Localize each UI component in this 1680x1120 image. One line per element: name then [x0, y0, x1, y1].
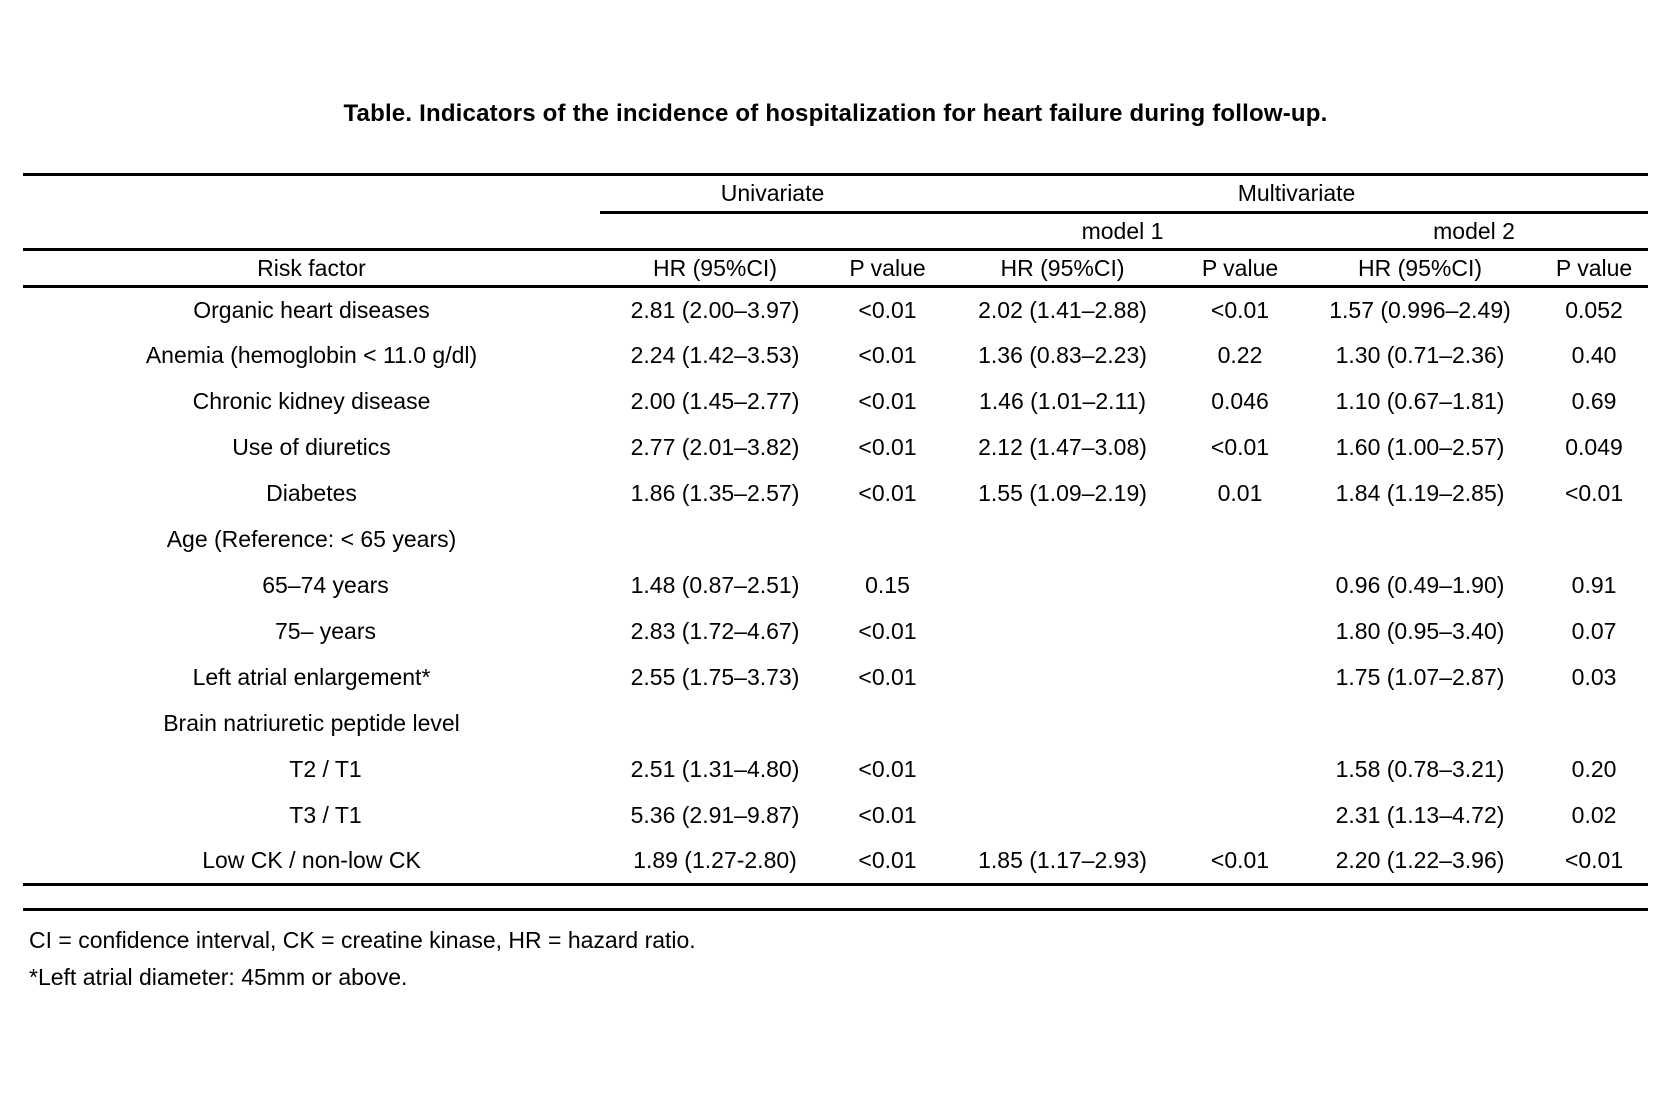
cell-m2-p: 0.20: [1571, 756, 1617, 782]
cell-m1-hr: 1.36 (0.83–2.23): [978, 342, 1147, 368]
cell-m2-hr: 2.31 (1.13–4.72): [1335, 802, 1505, 828]
table-row: [23, 287, 1648, 333]
cell-m1-p: [1180, 793, 1300, 839]
cell-m2-p: 0.02: [1571, 802, 1617, 828]
cell-uni-p: [830, 517, 945, 563]
col-header-uni-hr: HR (95%CI): [600, 250, 830, 287]
table-row: [23, 609, 1648, 655]
cell-uni-p: [830, 701, 945, 747]
table-row: [23, 333, 1648, 379]
cell-m2-hr: 1.75 (1.07–2.87): [1335, 664, 1505, 690]
group-header-row: [23, 175, 1648, 213]
model-header-spacer-1: [23, 213, 600, 250]
cell-uni-p: 0.15: [865, 572, 910, 598]
cell-m2-hr: 2.20 (1.22–3.96): [1300, 839, 1540, 885]
col-header-m2-hr: HR (95%CI): [1300, 250, 1540, 287]
cell-uni-p: <0.01: [858, 342, 917, 368]
cell-m2-p: 0.049: [1565, 434, 1623, 460]
cell-m2-p: 0.91: [1571, 572, 1617, 598]
cell-m2-hr: 1.58 (0.78–3.21): [1335, 756, 1505, 782]
cell-m2-hr: 1.84 (1.19–2.85): [1335, 480, 1505, 506]
table-row: [23, 793, 1648, 839]
table-title: Table. Indicators of the incidence of hospitalization for heart failure during follow-up.: [343, 100, 1328, 127]
cell-risk-factor: 65–74 years: [262, 572, 389, 598]
group-header-spacer: [23, 175, 600, 213]
cell-m2-hr: 1.10 (0.67–1.81): [1335, 388, 1505, 414]
cell-m1-hr: [945, 793, 1180, 839]
cell-uni-p: <0.01: [830, 839, 945, 885]
table-row: [23, 563, 1648, 609]
cell-risk-factor: Diabetes: [266, 480, 357, 506]
cell-m1-p: [1180, 701, 1300, 747]
footnote-asterisk: *Left atrial diameter: 45mm or above.: [29, 964, 408, 990]
cell-m2-p: 0.40: [1571, 342, 1617, 368]
cell-uni-hr: 2.24 (1.42–3.53): [630, 342, 800, 368]
table-row: [23, 747, 1648, 793]
col-header-risk-factor: Risk factor: [23, 250, 600, 287]
cell-m2-hr: 0.96 (0.49–1.90): [1335, 572, 1505, 598]
cell-risk-factor: Chronic kidney disease: [192, 388, 431, 414]
cell-uni-hr: [600, 701, 830, 747]
col-header-uni-p: P value: [830, 250, 945, 287]
cell-m1-p: <0.01: [1180, 839, 1300, 885]
cell-m1-p: [1180, 517, 1300, 563]
cell-m1-hr: 1.55 (1.09–2.19): [978, 480, 1147, 506]
cell-uni-p: <0.01: [858, 664, 917, 690]
cell-m1-p: [1180, 655, 1300, 701]
footnotes: [29, 922, 696, 996]
cell-m1-p: <0.01: [1210, 434, 1270, 460]
cell-m2-p: [1540, 701, 1648, 747]
cell-uni-p: <0.01: [858, 296, 917, 323]
cell-m2-hr: 1.57 (0.996–2.49): [1329, 296, 1511, 323]
cell-m1-p: [1180, 747, 1300, 793]
table-row: [23, 701, 1648, 747]
cell-risk-factor: Use of diuretics: [232, 434, 391, 460]
group-header-multivariate: Multivariate: [945, 175, 1648, 213]
cell-risk-factor: Anemia (hemoglobin < 11.0 g/dl): [145, 342, 478, 368]
group-header-univariate: Univariate: [600, 175, 945, 213]
cell-m1-p: [1180, 563, 1300, 609]
cell-uni-hr: 2.83 (1.72–4.67): [630, 618, 800, 644]
cell-m2-p: [1540, 517, 1648, 563]
cell-m2-p: 0.052: [1565, 296, 1623, 323]
cell-risk-factor: Brain natriuretic peptide level: [163, 710, 460, 736]
cell-uni-hr: 2.81 (2.00–3.97): [630, 296, 800, 323]
cell-m1-hr: 1.46 (1.01–2.11): [978, 388, 1147, 414]
cell-m1-hr: 2.12 (1.47–3.08): [978, 434, 1147, 460]
table-bottom-rule: [23, 908, 1648, 911]
cell-uni-p: <0.01: [858, 618, 917, 644]
cell-m1-hr: [945, 517, 1180, 563]
table-row: [23, 471, 1648, 517]
table-row: [23, 379, 1648, 425]
col-header-m1-hr: HR (95%CI): [945, 250, 1180, 287]
table-row: [23, 655, 1648, 701]
cell-m1-hr: [945, 701, 1180, 747]
cell-risk-factor: T2 / T1: [289, 756, 362, 782]
cell-uni-hr: 1.86 (1.35–2.57): [630, 480, 800, 506]
cell-m2-p: <0.01: [1564, 480, 1624, 506]
results-table: [23, 173, 1648, 886]
cell-risk-factor: Left atrial enlargement*: [192, 664, 431, 690]
col-header-m1-p: P value: [1180, 250, 1300, 287]
column-header-row: [23, 250, 1648, 287]
cell-m1-hr: [945, 655, 1180, 701]
table-row: [23, 839, 1648, 885]
cell-risk-factor: T3 / T1: [289, 802, 362, 828]
cell-risk-factor: 75– years: [274, 618, 376, 644]
cell-uni-p: <0.01: [858, 802, 917, 828]
cell-uni-hr: 2.77 (2.01–3.82): [630, 434, 800, 460]
cell-m2-hr: 1.80 (0.95–3.40): [1335, 618, 1505, 644]
cell-m1-hr: [945, 747, 1180, 793]
cell-uni-hr: 2.55 (1.75–3.73): [630, 664, 800, 690]
cell-uni-hr: 1.48 (0.87–2.51): [630, 572, 800, 598]
cell-uni-p: <0.01: [858, 434, 917, 460]
footnote-abbreviations: CI = confidence interval, CK = creatine kinase, HR = hazard ratio.: [29, 927, 696, 953]
cell-m2-p: 0.03: [1571, 664, 1617, 690]
cell-m2-hr: 1.30 (0.71–2.36): [1335, 342, 1505, 368]
model-header-model2: model 2: [1300, 213, 1648, 250]
cell-risk-factor: Organic heart diseases: [193, 296, 430, 323]
cell-uni-p: <0.01: [858, 756, 917, 782]
cell-uni-hr: [600, 517, 830, 563]
cell-uni-p: <0.01: [858, 480, 917, 506]
cell-m1-hr: 2.02 (1.41–2.88): [978, 296, 1147, 323]
model-header-spacer-2: [600, 213, 945, 250]
cell-m2-p: 0.07: [1571, 618, 1617, 644]
cell-m1-hr: [945, 563, 1180, 609]
cell-uni-hr: 5.36 (2.91–9.87): [630, 802, 800, 828]
cell-m1-hr: 1.85 (1.17–2.93): [945, 839, 1180, 885]
cell-m1-p: 0.01: [1217, 480, 1263, 506]
model-header-model1: model 1: [945, 213, 1300, 250]
cell-m2-hr: [1300, 701, 1540, 747]
model-header-row: [23, 213, 1648, 250]
cell-uni-hr: 2.51 (1.31–4.80): [630, 756, 800, 782]
cell-m2-hr: [1300, 517, 1540, 563]
cell-m1-p: [1180, 609, 1300, 655]
cell-m1-hr: [945, 609, 1180, 655]
col-header-m2-p: P value: [1540, 250, 1648, 287]
cell-risk-factor: Age (Reference: < 65 years): [166, 526, 457, 552]
cell-risk-factor: Low CK / non-low CK: [23, 839, 600, 885]
table-row: [23, 425, 1648, 471]
cell-m2-hr: 1.60 (1.00–2.57): [1335, 434, 1505, 460]
table-row: [23, 517, 1648, 563]
cell-uni-hr: 2.00 (1.45–2.77): [630, 388, 800, 414]
cell-m1-p: 0.22: [1217, 342, 1263, 368]
cell-m1-p: 0.046: [1211, 388, 1269, 414]
cell-m1-p: <0.01: [1210, 296, 1270, 323]
cell-m2-p: 0.69: [1571, 388, 1617, 414]
cell-uni-p: <0.01: [858, 388, 917, 414]
cell-uni-hr: 1.89 (1.27-2.80): [600, 839, 830, 885]
cell-m2-p: <0.01: [1540, 839, 1648, 885]
